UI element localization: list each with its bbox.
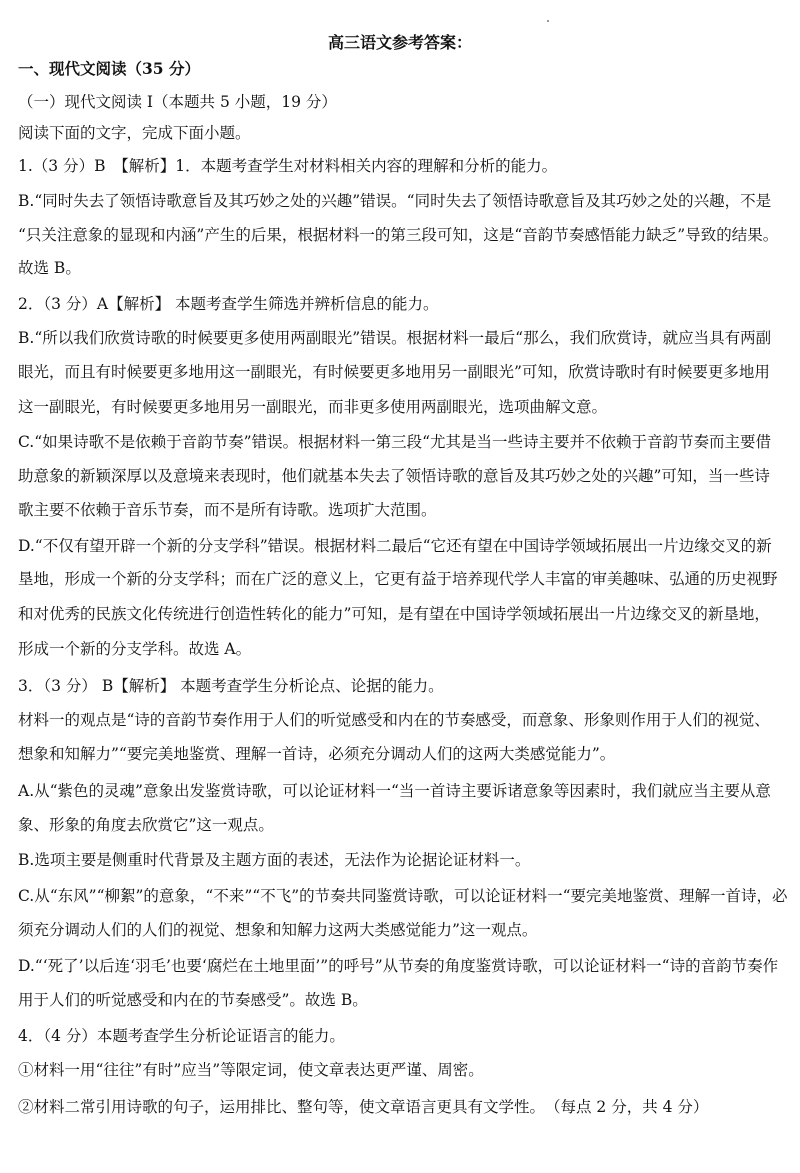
text-line: 歌主要不依赖于音乐节奏，而不是所有诗歌。选项扩大范围。 bbox=[18, 501, 437, 519]
text-line: 一、现代文阅读（35 分） bbox=[18, 59, 200, 78]
text-line: 3．（3 分） B【解析】 本题考查学生分析论点、论据的能力。 bbox=[18, 677, 444, 695]
page-title: 高三语文参考答案： bbox=[327, 33, 472, 52]
text-line: 和对优秀的民族文化传统进行创造性转化的能力”可知，是有望在中国诗学领域拓展出一片边缘交叉的新垦地， bbox=[18, 605, 770, 623]
text-line: 材料一的观点是“诗的音韵节奏作用于人们的听觉感受和内在的节奏感受，而意象、形象则作用于人们的视觉、 bbox=[18, 711, 770, 729]
text-line: （一）现代文阅读 I（本题共 5 小题，19 分） bbox=[18, 93, 337, 111]
text-line: 故选 B。 bbox=[18, 259, 81, 277]
text-line: “只关注意象的显现和内涵”产生的后果，根据材料一的第三段可知，这是“音韵节奏感悟能力缺乏”导致的结果。 bbox=[18, 226, 779, 244]
text-line: 用于人们的听觉感受和内在的节奏感受”。故选 B。 bbox=[18, 991, 368, 1009]
text-line: D.“不仅有望开辟一个新的分支学科”错误。根据材料二最后“它还有望在中国诗学领域拓展出一片边缘交叉的新 bbox=[18, 537, 772, 555]
text-line: 眼光，而且有时候要更多地用这一副眼光，有时候要更多地用另一副眼光”可知，欣赏诗歌时有时候要更多地用 bbox=[18, 363, 770, 381]
text-line: B.“所以我们欣赏诗歌的时候要更多使用两副眼光”错误。根据材料一最后“那么，我们欣赏诗，就应当具有两副 bbox=[18, 329, 772, 347]
text-line: A.从“紫色的灵魂”意象出发鉴赏诗歌，可以论证材料一“当一首诗主要诉诸意象等因素时，我们就应当主要从意 bbox=[18, 782, 771, 800]
text-line: 象、形象的角度去欣赏它”这一观点。 bbox=[18, 816, 274, 834]
text-line: 想象和知解力”“要完美地鉴赏、理解一首诗，必须充分调动人们的这两大类感觉能力”。 bbox=[18, 745, 616, 763]
text-line: C.从“东风”“柳絮”的意象，“不来”“不飞”的节奏共同鉴赏诗歌，可以论证材料一“要完美地鉴赏、理解一首诗，必 bbox=[18, 887, 788, 905]
text-line: 这一副眼光，有时候要更多地用另一副眼光，而非更多使用两副眼光，选项曲解文意。 bbox=[18, 398, 608, 416]
text-line: ①材料一用“往往”有时”应当”等限定词，使文章表达更严谨、周密。 bbox=[18, 1061, 484, 1079]
text-line: 须充分调动人们的人们的视觉、想象和知解力这两大类感觉能力”这一观点。 bbox=[18, 921, 538, 939]
text-line: ②材料二常引用诗歌的句子，运用排比、整句等，使文章语言更具有文学性。 （每点 2 分，共 4 分） bbox=[18, 1098, 709, 1116]
text-line: C.“如果诗歌不是依赖于音韵节奏”错误。根据材料一第三段“尤其是当一些诗主要并不依赖于音韵节奏而主要借 bbox=[18, 433, 772, 451]
text-line: B.“同时失去了领悟诗歌意旨及其巧妙之处的兴趣”错误。“同时失去了领悟诗歌意旨及其巧妙之处的兴趣，不是 bbox=[18, 192, 772, 210]
text-line: D.“‘死了’以后连‘羽毛’也要‘腐烂在土地里面’”的呼号”从节奏的角度鉴赏诗歌，可以论证材料一“诗的音韵节奏作 bbox=[18, 957, 779, 975]
scan-speck bbox=[547, 20, 549, 22]
text-line: B.选项主要是侧重时代背景及主题方面的表述，无法作为论据论证材料一。 bbox=[18, 851, 531, 869]
text-line: 助意象的新颖深厚以及意境来表现时，他们就基本失去了领悟诗歌的意旨及其巧妙之处的兴趣”可知，当一些诗 bbox=[18, 467, 770, 485]
text-line: 2．（3 分）A【解析】 本题考查学生筛选并辨析信息的能力。 bbox=[18, 295, 439, 313]
text-line: 阅读下面的文字，完成下面小题。 bbox=[18, 124, 251, 142]
text-line: 1.（3 分）B 【解析】1．本题考查学生对材料相关内容的理解和分析的能力。 bbox=[18, 157, 558, 175]
text-line: 形成一个新的分支学科。故选 A。 bbox=[18, 640, 252, 658]
text-line: 垦地，形成一个新的分支学科；而在广泛的意义上，它更有益于培养现代学人丰富的审美趣味、弘通的历史视野 bbox=[18, 570, 778, 588]
text-line: 4．（4 分）本题考查学生分析论证语言的能力。 bbox=[18, 1027, 345, 1045]
